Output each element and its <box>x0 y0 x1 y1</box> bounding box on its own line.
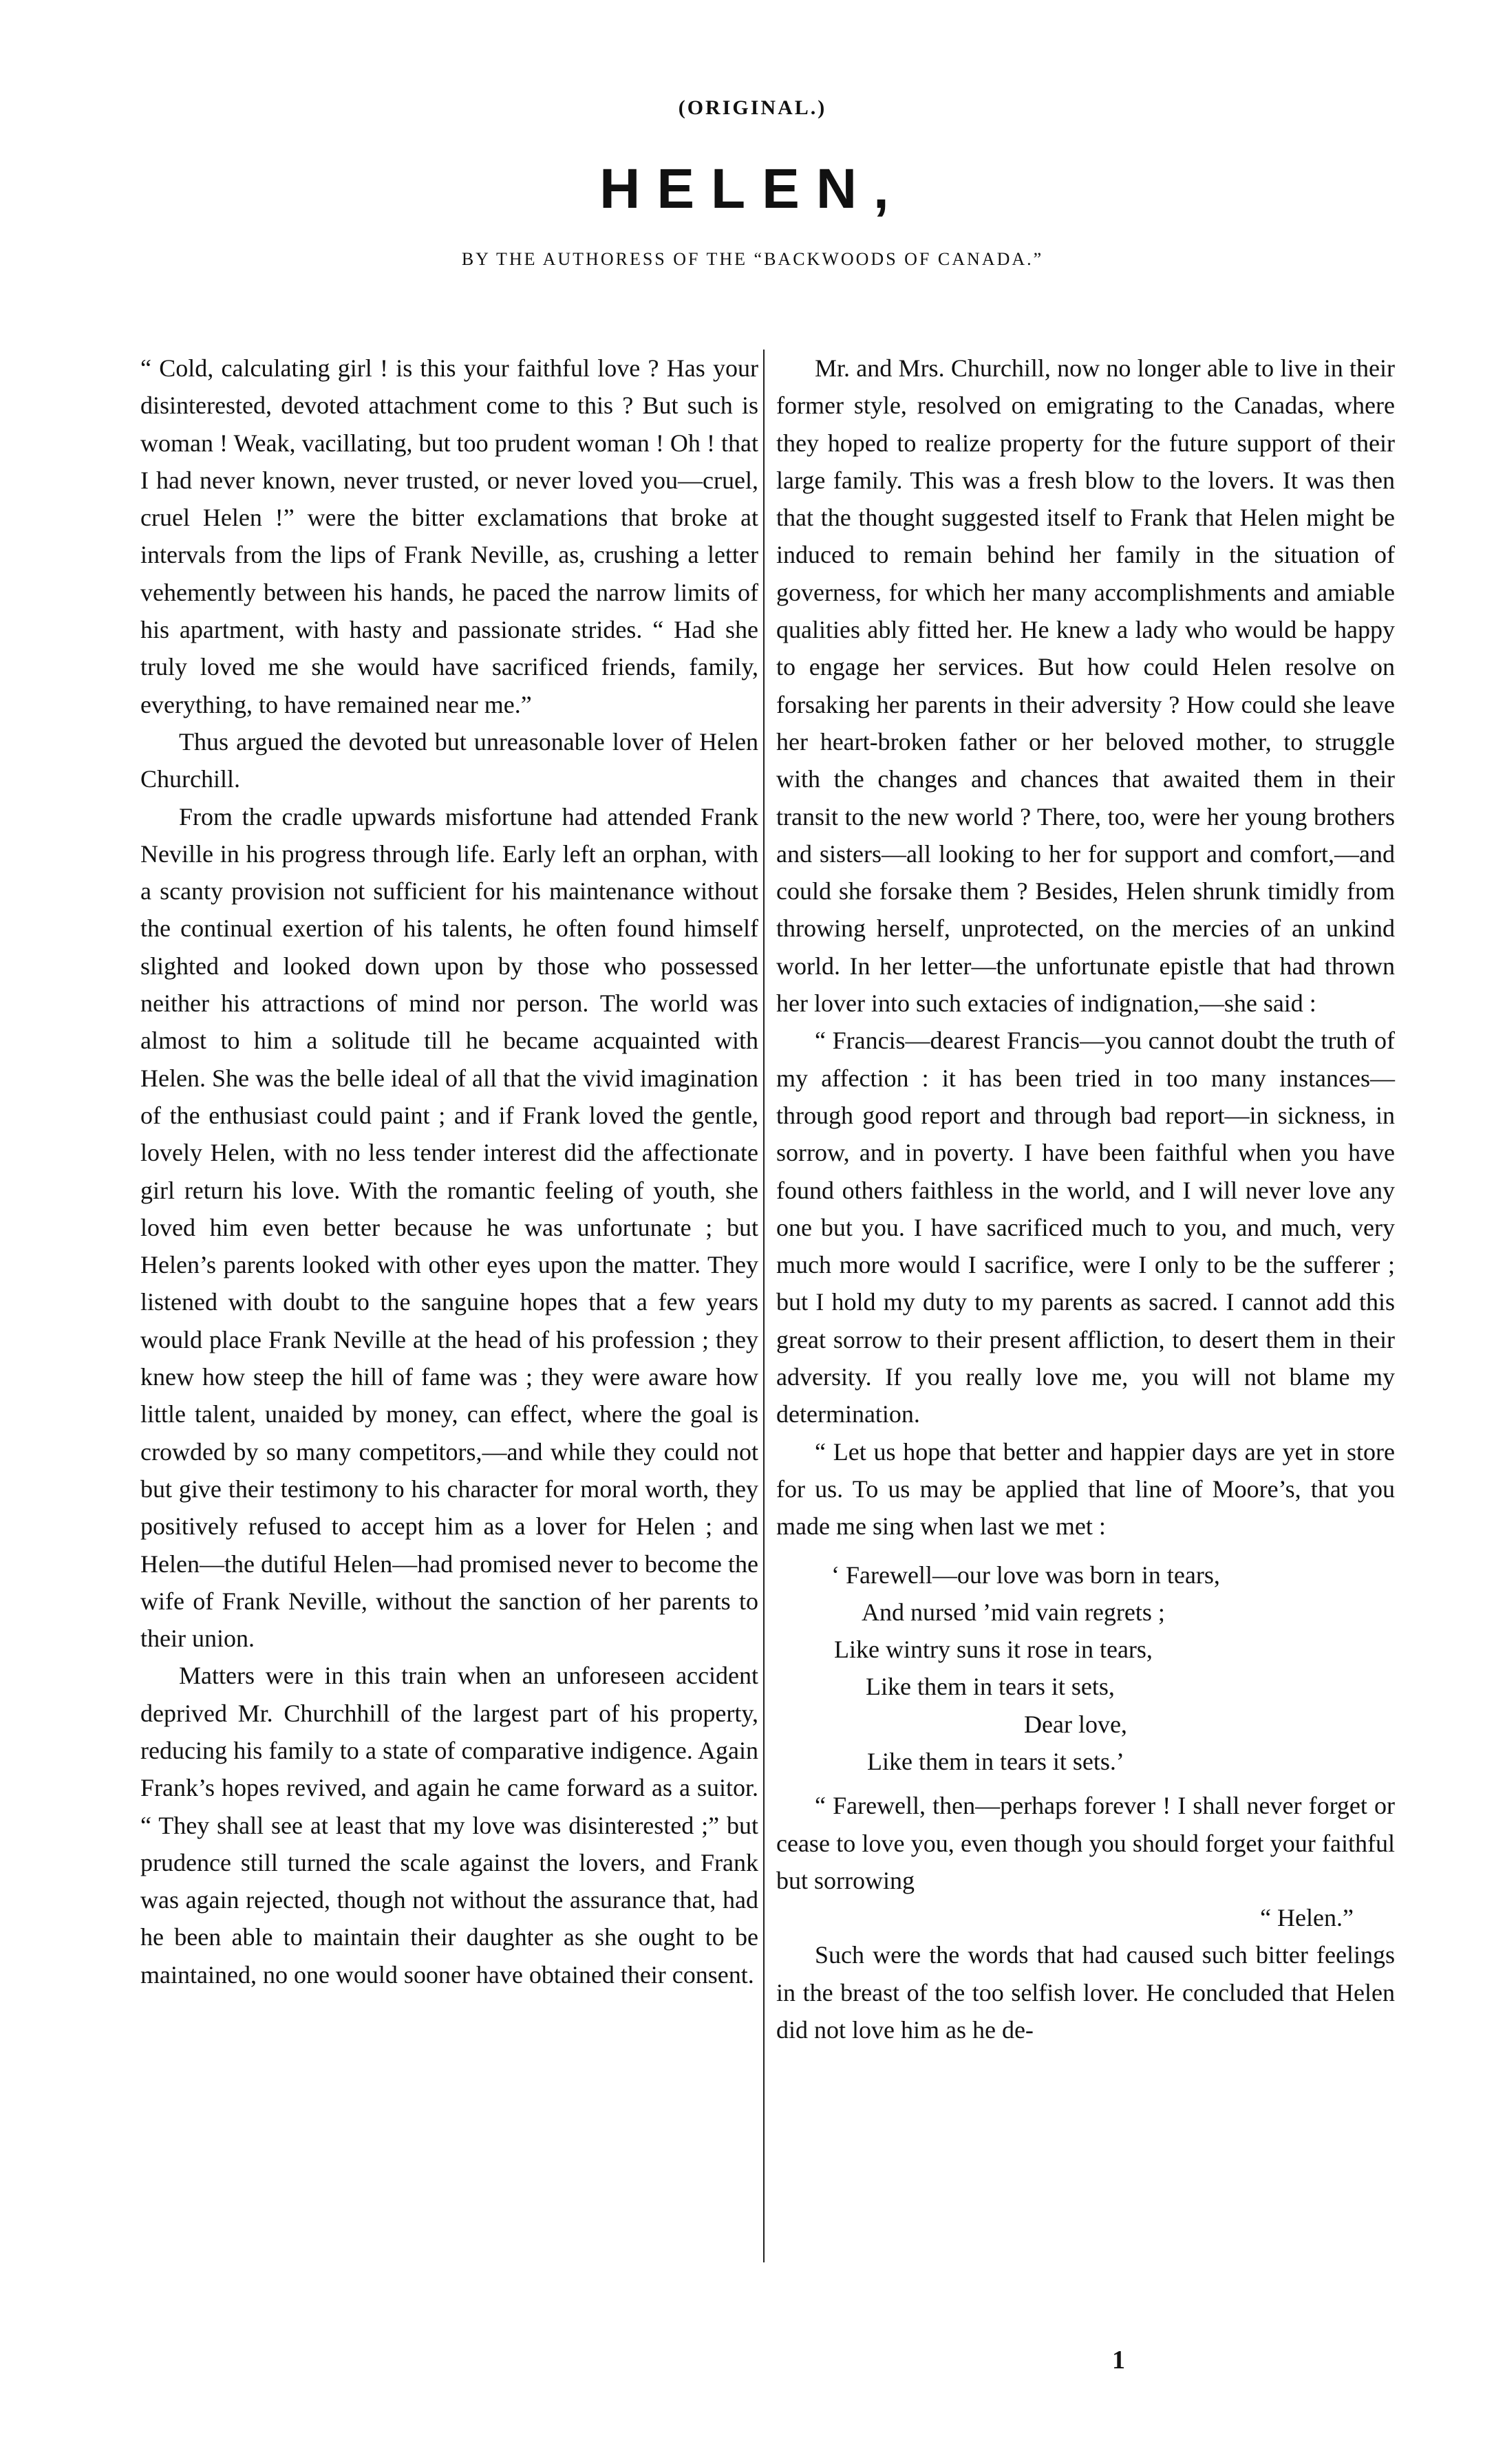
verse-line: And nursed ’mid vain regrets ; <box>862 1598 1165 1626</box>
verse-line: Like them in tears it sets.’ <box>867 1747 1124 1775</box>
paragraph: Mr. and Mrs. Churchill, now no longer able to live in their former style, resolved on emigrating to the Canadas, where they hoped to realize property for the future support of their large family. This was a fresh blow to the lovers. It was then that the thought suggested itself to Frank that Helen might be induced to remain behind her family in the situation of governess, for which her many accomplishments and amiable qualities ably fitted her. He knew a lady who would be happy to engage her services. But how could Helen resolve on forsaking her parents in their adversity ? How could she leave her heart-broken father or her beloved mother, to struggle with the changes and chances that awaited them in their transit to the new world ? There, too, were her young brothers and sisters—all looking to her for support and comfort,—and could she forsake them ? Besides, Helen shrunk timidly from throwing herself, unprotected, on the mercies of an unkind world. In her letter—the unfortunate epistle that had thrown her lover into such extacies of indignation,—she said : <box>776 354 1395 1018</box>
verse-line: Like wintry suns it rose in tears, <box>834 1636 1153 1664</box>
column-divider <box>763 350 765 2262</box>
verse-line: ‘ Farewell—our love was born in tears, <box>831 1561 1220 1589</box>
paragraph: “ Francis—dearest Francis—you cannot doubt the truth of my affection : it has been tried in too many instances—through good report and through bad report—in sickness, in sorrow, and in poverty. I have been faithful when you have found others faithless in the world, and I will never love any one but you. I have sacrificed much to you, and much, very much more would I sacrifice, were I only to be the sufferer ; but I hold my duty to my parents as sacred. I cannot add this great sorrow to their present affliction, to desert them in their adversity. If you really love me, you will not blame my determination. <box>776 1027 1395 1428</box>
paragraph: Such were the words that had caused such bitter feelings in the breast of the too selfish lover. He concluded that Helen did not love him as he de- <box>776 1941 1395 2044</box>
paragraph: “ Farewell, then—perhaps forever ! I shall never forget or cease to love you, even though you should forget your faithful but sorrowing <box>776 1792 1395 1894</box>
verse-block <box>776 1556 1395 1781</box>
right-column <box>776 350 1395 2048</box>
letter-signature: “ Helen.” <box>1260 1904 1354 1932</box>
author-byline: BY THE AUTHORESS OF THE “BACKWOODS OF CANADA.” <box>461 249 1044 269</box>
section-label: (ORIGINAL.) <box>678 96 827 119</box>
paragraph: From the cradle upwards misfortune had attended Frank Neville in his progress through life. Early left an orphan, with a scanty provision not sufficient for his maintenance without the continual exertion of his talents, he often found himself slighted and looked down upon by those who possessed neither his attractions of mind nor person. The world was almost to him a solitude till he became acquainted with Helen. She was the belle ideal of all that the vivid imagination of the enthusiast could paint ; and if Frank loved the gentle, lovely Helen, with no less tender interest did the affectionate girl return his love. With the romantic feeling of youth, she loved him even better because he was unfortunate ; but Helen’s parents looked with other eyes upon the matter. They listened with doubt to the sanguine hopes that a few years would place Frank Neville at the head of his profession ; they knew how steep the hill of fame was ; they were aware how little talent, unaided by money, can effect, where the goal is crowded by so many competitors,—and while they could not but give their testimony to his character for moral worth, they positively refused to accept him as a lover for Helen ; and Helen—the dutiful Helen—had promised never to become the wife of Frank Neville, without the sanction of her parents to their union. <box>140 802 758 1653</box>
paragraph: Thus argued the devoted but unreasonable lover of Helen Churchill. <box>140 727 758 793</box>
paragraph: “ Let us hope that better and happier days are yet in store for us. To us may be applied that line of Moore’s, that you made me sing when last we met : <box>776 1437 1395 1541</box>
folio-mark: 1 <box>1112 2346 1125 2375</box>
verse-line: Like them in tears it sets, <box>866 1673 1115 1701</box>
paragraph: “ Cold, calculating girl ! is this your faithful love ? Has your disinterested, devoted attachment come to this ? But such is woman ! Weak, vacillating, but too prudent woman ! Oh ! that I had never known, never trusted, or never loved you—cruel, cruel Helen !” were the bitter exclamations that broke at intervals from the lips of Frank Neville, as, crushing a letter vehemently between his hands, he paced the narrow limits of his apartment, with hasty and passionate strides. “ Had she truly loved me she would have sacrificed friends, family, everything, to have remained near me.” <box>140 354 758 718</box>
story-title: HELEN, <box>599 158 906 220</box>
verse-line: Dear love, <box>1024 1710 1127 1738</box>
left-column <box>140 350 758 1993</box>
paragraph: Matters were in this train when an unforeseen accident deprived Mr. Churchhill of the largest part of his property, reducing his family to a state of comparative indigence. Again Frank’s hopes revived, and again he came forward as a suitor. “ They shall see at least that my love was disinterested ;” but prudence still turned the scale against the lovers, and Frank was again rejected, though not without the assurance that, had he been able to maintain their daughter as she ought to be maintained, no one would sooner have obtained their consent. <box>140 1662 758 1989</box>
